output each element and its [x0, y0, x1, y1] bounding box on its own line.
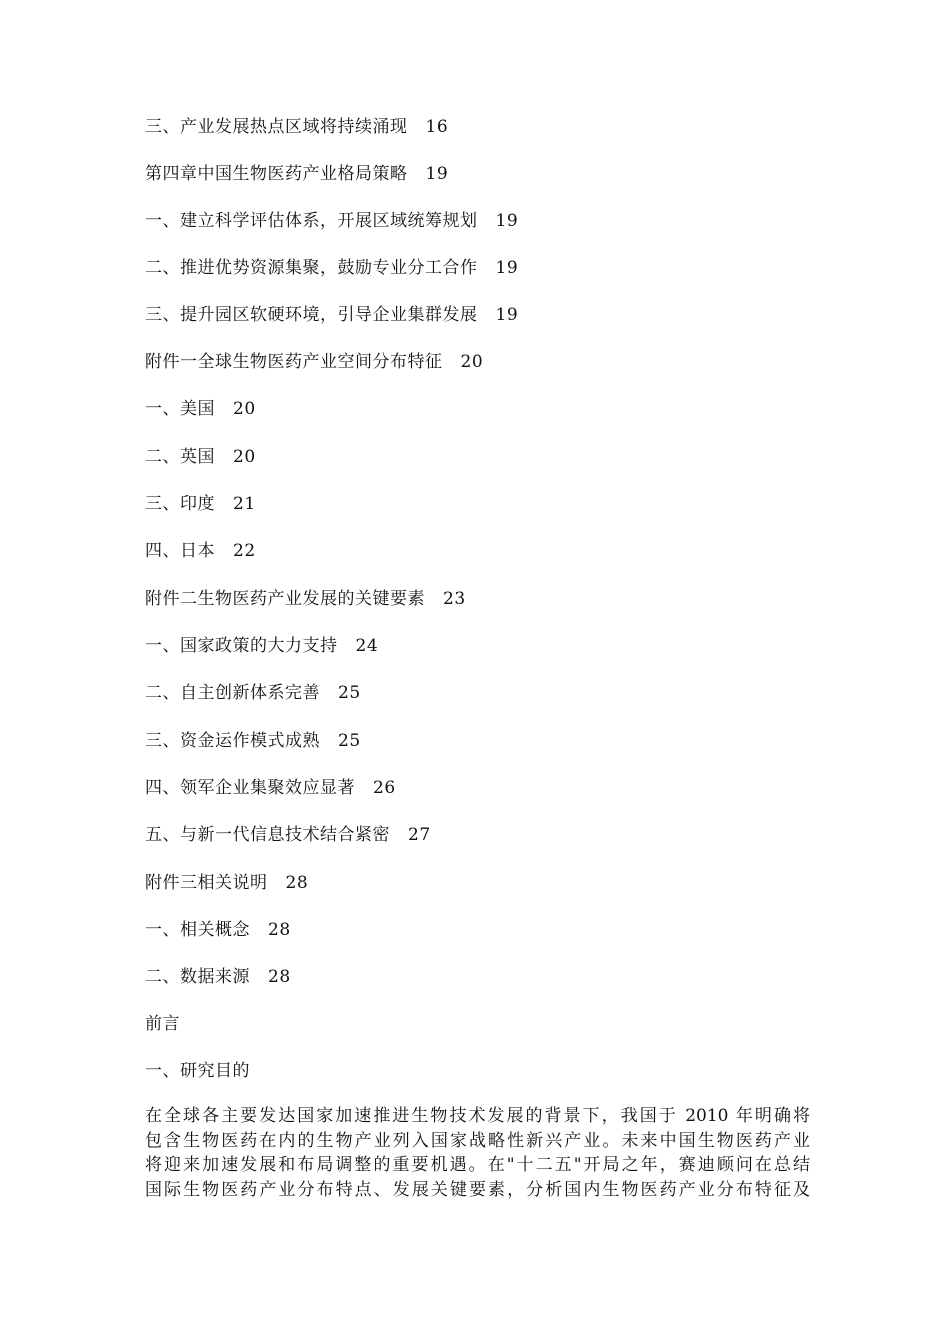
toc-entry[interactable]	[145, 304, 518, 326]
toc-entry-page-number: 22	[233, 541, 256, 561]
paragraph-line: 将迎来加速发展和布局调整的重要机遇。在"十二五"开局之年，赛迪顾问在总结	[145, 1155, 810, 1175]
toc-entry[interactable]	[145, 777, 396, 799]
toc-entry-title: 附件三相关说明	[145, 873, 268, 893]
toc-entry-page-number: 21	[233, 494, 256, 514]
toc-entry-title: 三、印度	[145, 494, 215, 514]
toc-entry-page-number: 26	[373, 778, 396, 798]
toc-entry-title: 一、美国	[145, 399, 215, 419]
toc-entry-title: 三、产业发展热点区域将持续涌现	[145, 117, 408, 137]
toc-entry-page-number: 27	[408, 825, 431, 845]
toc-entry-title: 附件一全球生物医药产业空间分布特征	[145, 352, 443, 372]
toc-entry-title: 二、推进优势资源集聚，鼓励专业分工合作	[145, 258, 478, 278]
toc-entry[interactable]	[145, 919, 291, 941]
toc-entry[interactable]	[145, 163, 448, 185]
toc-entry[interactable]	[145, 257, 518, 279]
toc-entry-title: 一、相关概念	[145, 920, 250, 940]
paragraph-line: 包含生物医药在内的生物产业列入国家战略性新兴产业。未来中国生物医药产业	[145, 1130, 810, 1151]
toc-entry-title: 附件二生物医药产业发展的关键要素	[145, 589, 425, 609]
toc-entry[interactable]	[145, 588, 466, 610]
toc-entry-title: 一、国家政策的大力支持	[145, 636, 338, 656]
toc-entry-page-number: 20	[460, 352, 484, 372]
toc-entry-page-number: 23	[443, 589, 466, 609]
toc-entry-title: 五、与新一代信息技术结合紧密	[145, 825, 390, 845]
toc-entry-title: 第四章中国生物医药产业格局策略	[145, 164, 408, 184]
toc-entry[interactable]	[145, 493, 256, 515]
toc-entry[interactable]	[145, 730, 361, 752]
toc-entry-page-number: 19	[495, 258, 519, 278]
toc-entry[interactable]	[145, 682, 361, 704]
toc-entry-title: 四、领军企业集聚效应显著	[145, 778, 355, 798]
toc-entry[interactable]	[145, 540, 256, 562]
toc-entry-page-number: 20	[233, 447, 256, 467]
toc-entry-title: 二、自主创新体系完善	[145, 683, 320, 703]
toc-entry[interactable]	[145, 824, 431, 846]
preface-title: 前言	[145, 1014, 180, 1034]
toc-entry-title: 二、英国	[145, 447, 215, 467]
toc-entry-title: 四、日本	[145, 541, 215, 561]
toc-entry-page-number: 19	[425, 164, 449, 184]
toc-entry[interactable]	[145, 966, 291, 988]
toc-entry-page-number: 25	[338, 731, 361, 751]
toc-entry[interactable]	[145, 872, 308, 894]
toc-entry-page-number: 28	[268, 920, 291, 940]
section-title: 一、研究目的	[145, 1061, 250, 1081]
toc-entry-title: 三、提升园区软硬环境，引导企业集群发展	[145, 305, 478, 325]
toc-entry[interactable]	[145, 446, 256, 468]
toc-entry-page-number: 19	[495, 305, 519, 325]
paragraph-line: 在全球各主要发达国家加速推进生物技术发展的背景下，我国于 2010 年明确将	[145, 1106, 810, 1126]
toc-entry-page-number: 20	[233, 399, 256, 419]
toc-entry[interactable]	[145, 635, 378, 657]
toc-entry-title: 二、数据来源	[145, 967, 250, 987]
toc-entry[interactable]	[145, 351, 483, 373]
toc-entry[interactable]	[145, 398, 256, 420]
toc-entry-page-number: 16	[425, 117, 449, 137]
toc-entry[interactable]	[145, 116, 448, 138]
paragraph-line: 国际生物医药产业分布特点、发展关键要素，分析国内生物医药产业分布特征及	[145, 1179, 810, 1200]
toc-entry[interactable]	[145, 210, 518, 232]
preface-paragraph	[145, 1104, 810, 1202]
toc-entry-title: 三、资金运作模式成熟	[145, 731, 320, 751]
toc-entry-page-number: 25	[338, 683, 361, 703]
toc-entry-page-number: 28	[268, 967, 291, 987]
toc-entry-page-number: 28	[285, 873, 309, 893]
toc-entry-page-number: 19	[495, 211, 519, 231]
toc-entry-title: 一、建立科学评估体系，开展区域统筹规划	[145, 211, 478, 231]
toc-entry-page-number: 24	[355, 636, 379, 656]
